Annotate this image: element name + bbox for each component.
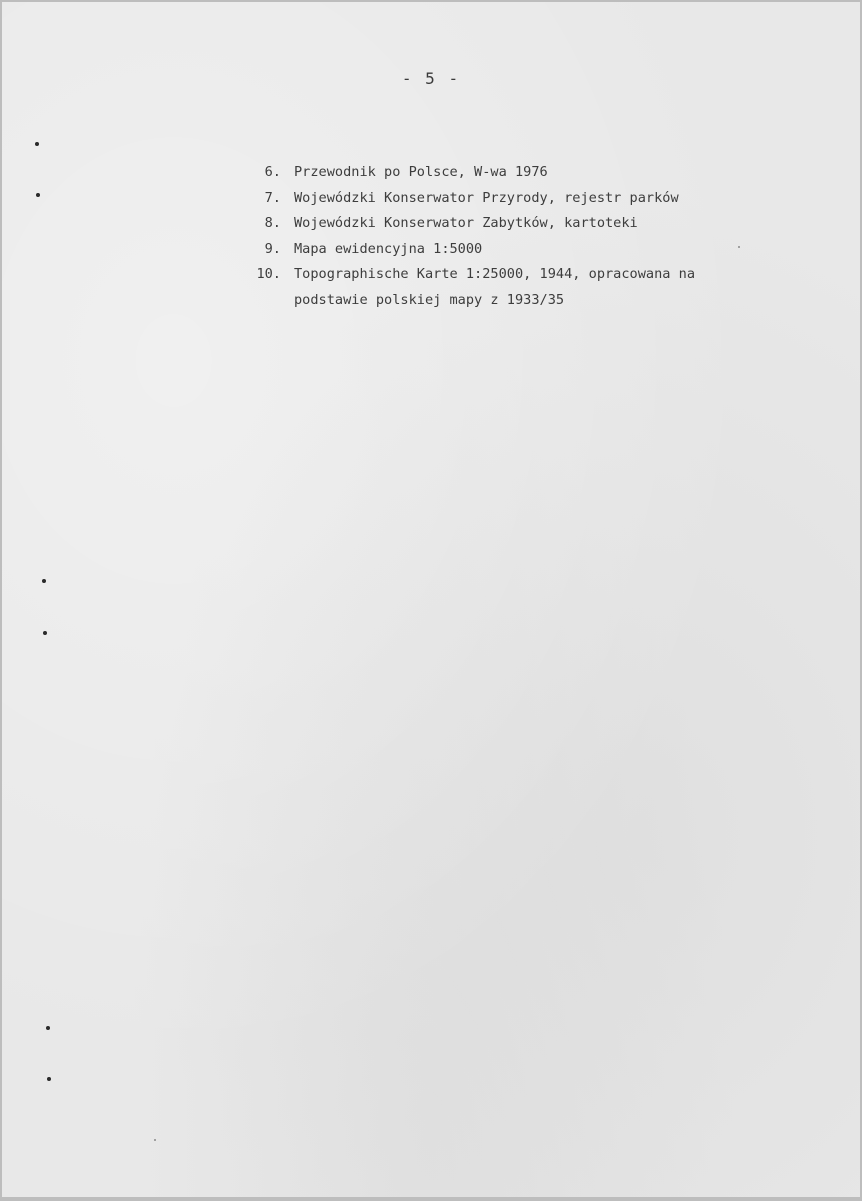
punch-hole-mark [42, 579, 46, 583]
reference-item [246, 262, 846, 313]
punch-hole-mark [36, 193, 40, 197]
reference-text: Wojewódzki Konserwator Przyrody, rejestr parków [294, 189, 679, 206]
reference-text: Mapa ewidencyjna 1:5000 [294, 240, 483, 257]
reference-item [246, 160, 846, 186]
reference-item [246, 186, 846, 212]
reference-text: Wojewódzki Konserwator Zabytków, kartoteki [294, 215, 638, 231]
reference-number: 9. [264, 240, 281, 257]
reference-text: Przewodnik po Polsce, W-wa 1976 [294, 164, 548, 180]
paper-speck [154, 1139, 156, 1141]
punch-hole-mark [35, 142, 39, 146]
reference-number: 8. [264, 215, 281, 231]
reference-item [246, 211, 846, 237]
page-number: - 5 - [401, 69, 461, 88]
reference-list [246, 160, 846, 313]
reference-number: 6. [264, 164, 281, 180]
reference-item [246, 237, 846, 263]
punch-hole-mark [43, 631, 47, 635]
document-page [2, 2, 860, 1197]
punch-hole-mark [46, 1026, 50, 1030]
reference-number: 7. [264, 189, 281, 206]
paper-speck [738, 246, 740, 248]
reference-text: Topographische Karte 1:25000, 1944, opracowana na podstawie polskiej mapy z 1933/35 [294, 266, 696, 308]
reference-number: 10. [256, 266, 281, 282]
punch-hole-mark [47, 1077, 51, 1081]
